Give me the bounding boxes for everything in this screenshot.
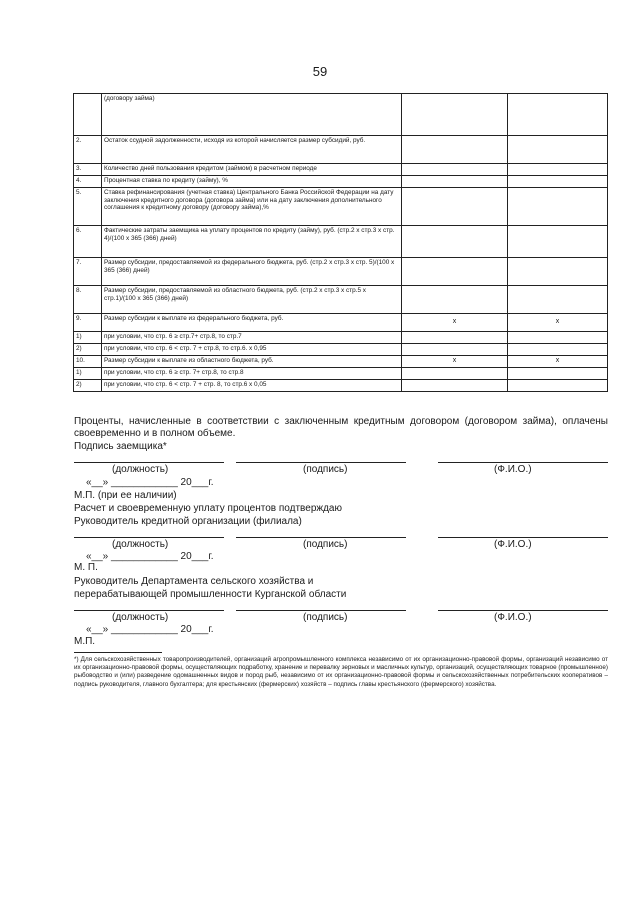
dept-head-line-2: перерабатывающей промышленности Курганской области	[74, 589, 347, 600]
row-description-cell: при условии, что стр. 6 < стр. 7 + стр. 8, то стр.6 х 0,05	[102, 380, 402, 392]
table-row	[74, 258, 608, 286]
table-row	[74, 188, 608, 226]
row-number-cell: 4.	[74, 176, 102, 188]
row-number-cell: 8.	[74, 286, 102, 314]
name-caption: (Ф.И.О.)	[494, 464, 532, 475]
row-description-cell: Размер субсидии к выплате из федерального бюджета, руб.	[102, 314, 402, 332]
name-line	[438, 537, 608, 538]
value-cell-1	[402, 226, 508, 258]
signature-line	[236, 537, 406, 538]
borrower-signature-label: Подпись заемщика*	[74, 441, 167, 452]
value-cell-2	[508, 258, 608, 286]
table-row	[74, 94, 608, 136]
row-number-cell: 5.	[74, 188, 102, 226]
row-description-cell: Остаток ссудной задолженности, исходя из которой начисляется размер субсидий, руб.	[102, 136, 402, 164]
position-line	[74, 610, 224, 611]
row-number-cell: 9.	[74, 314, 102, 332]
name-line	[438, 610, 608, 611]
confirm-text: Расчет и своевременную уплату процентов подтверждаю	[74, 503, 342, 514]
value-cell-1	[402, 136, 508, 164]
row-description-cell: Количество дней пользования кредитом (займом) в расчетном периоде	[102, 164, 402, 176]
value-cell-1	[402, 368, 508, 380]
row-description-cell: Ставка рефинансирования (учетная ставка) Центрального Банка Российской Федерации на дату заключения кредитного договора (договора займа) или на дату заключения дополнительного соглашения к кредитному договору (договору займа),%	[102, 188, 402, 226]
table-row	[74, 368, 608, 380]
value-cell-2: х	[508, 356, 608, 368]
row-description-cell: Размер субсидии к выплате из областного бюджета, руб.	[102, 356, 402, 368]
table-row	[74, 380, 608, 392]
name-caption: (Ф.И.О.)	[494, 612, 532, 623]
row-number-cell: 7.	[74, 258, 102, 286]
value-cell-1: х	[402, 314, 508, 332]
table-row	[74, 176, 608, 188]
footnote: *) Для сельскохозяйственных товаропроизводителей, организаций агропромышленного комплекса независимо от их организационно-правовой формы, организаций независимо от их организационно-правовой формы, осуществляющих подработку, хранение и перевалку зерновых и масличных культур, организаций, осуществляющих товарное (промышленное) рыбоводство и (или) разведение одомашненных видов и пород рыб, независимо от их организационно-правовой формы и сельскохозяйственных потребительских кооперативов – подпись руководителя, главного бухгалтера; для крестьянских (фермерских) хозяйств – подпись главы крестьянского (фермерского) хозяйства.	[74, 656, 608, 688]
row-number-cell: 2)	[74, 380, 102, 392]
table-row	[74, 332, 608, 344]
position-caption: (должность)	[112, 539, 169, 550]
signature-line	[236, 462, 406, 463]
footnote-divider	[74, 652, 162, 653]
value-cell-2	[508, 136, 608, 164]
table-row	[74, 164, 608, 176]
value-cell-2	[508, 286, 608, 314]
signature-caption: (подпись)	[303, 539, 348, 550]
value-cell-1	[402, 164, 508, 176]
dept-head-line-1: Руководитель Департамента сельского хозяйства и	[74, 576, 314, 587]
value-cell-1	[402, 332, 508, 344]
seal-optional: М.П. (при ее наличии)	[74, 490, 177, 501]
position-caption: (должность)	[112, 612, 169, 623]
seal-label: М. П.	[74, 562, 98, 573]
row-description-cell: Фактические затраты заемщика на уплату процентов по кредиту (займу), руб. (стр.2 х стр.3 х стр. 4)/(100 х 365 (366) дней)	[102, 226, 402, 258]
value-cell-1: х	[402, 356, 508, 368]
subsidy-calculation-table	[73, 93, 608, 392]
value-cell-2	[508, 164, 608, 176]
value-cell-1	[402, 344, 508, 356]
row-number-cell: 6.	[74, 226, 102, 258]
row-description-cell: (договору займа)	[102, 94, 402, 136]
value-cell-2	[508, 344, 608, 356]
value-cell-2	[508, 188, 608, 226]
row-description-cell: Процентная ставка по кредиту (займу), %	[102, 176, 402, 188]
table-row	[74, 356, 608, 368]
table-row	[74, 136, 608, 164]
position-line	[74, 537, 224, 538]
value-cell-1	[402, 258, 508, 286]
row-number-cell: 1)	[74, 332, 102, 344]
row-number-cell: 2.	[74, 136, 102, 164]
table-row	[74, 286, 608, 314]
table-row	[74, 226, 608, 258]
row-number-cell	[74, 94, 102, 136]
seal-label: М.П.	[74, 636, 96, 647]
name-caption: (Ф.И.О.)	[494, 539, 532, 550]
value-cell-1	[402, 380, 508, 392]
value-cell-2	[508, 226, 608, 258]
row-number-cell: 1)	[74, 368, 102, 380]
name-line	[438, 462, 608, 463]
value-cell-2	[508, 94, 608, 136]
row-number-cell: 10.	[74, 356, 102, 368]
table-row	[74, 314, 608, 332]
row-number-cell: 3.	[74, 164, 102, 176]
date-line: «__» ____________ 20___г.	[86, 477, 214, 488]
value-cell-1	[402, 286, 508, 314]
row-number-cell: 2)	[74, 344, 102, 356]
page-number: 59	[312, 64, 328, 79]
interest-paid-statement: Проценты, начисленные в соответствии с заключенным кредитным договором (договором займа), оплачены своевременно и в полном объеме.	[74, 416, 608, 439]
row-description-cell: Размер субсидии, предоставляемой из областного бюджета, руб. (стр.2 х стр.3 х стр.5 х стр.1)/(100 х 365 (366) дней)	[102, 286, 402, 314]
row-description-cell: Размер субсидии, предоставляемой из федерального бюджета, руб. (стр.2 х стр.3 х стр. 5)/(100 х 365 (366) дней)	[102, 258, 402, 286]
date-line: «__» ____________ 20___г.	[86, 624, 214, 635]
value-cell-1	[402, 94, 508, 136]
signature-line	[236, 610, 406, 611]
value-cell-2	[508, 368, 608, 380]
value-cell-2: х	[508, 314, 608, 332]
value-cell-2	[508, 332, 608, 344]
value-cell-1	[402, 176, 508, 188]
date-line: «__» ____________ 20___г.	[86, 551, 214, 562]
signature-caption: (подпись)	[303, 464, 348, 475]
row-description-cell: при условии, что стр. 6 ≥ стр.7+ стр.8, то стр.7	[102, 332, 402, 344]
table-row	[74, 344, 608, 356]
row-description-cell: при условии, что стр. 6 < стр. 7 + стр.8, то стр.6. х 0,95	[102, 344, 402, 356]
value-cell-2	[508, 380, 608, 392]
position-line	[74, 462, 224, 463]
value-cell-1	[402, 188, 508, 226]
bank-head-label: Руководитель кредитной организации (филиала)	[74, 516, 302, 527]
signature-caption: (подпись)	[303, 612, 348, 623]
value-cell-2	[508, 176, 608, 188]
row-description-cell: при условии, что стр. 6 ≥ стр. 7+ стр.8, то стр.8	[102, 368, 402, 380]
position-caption: (должность)	[112, 464, 169, 475]
